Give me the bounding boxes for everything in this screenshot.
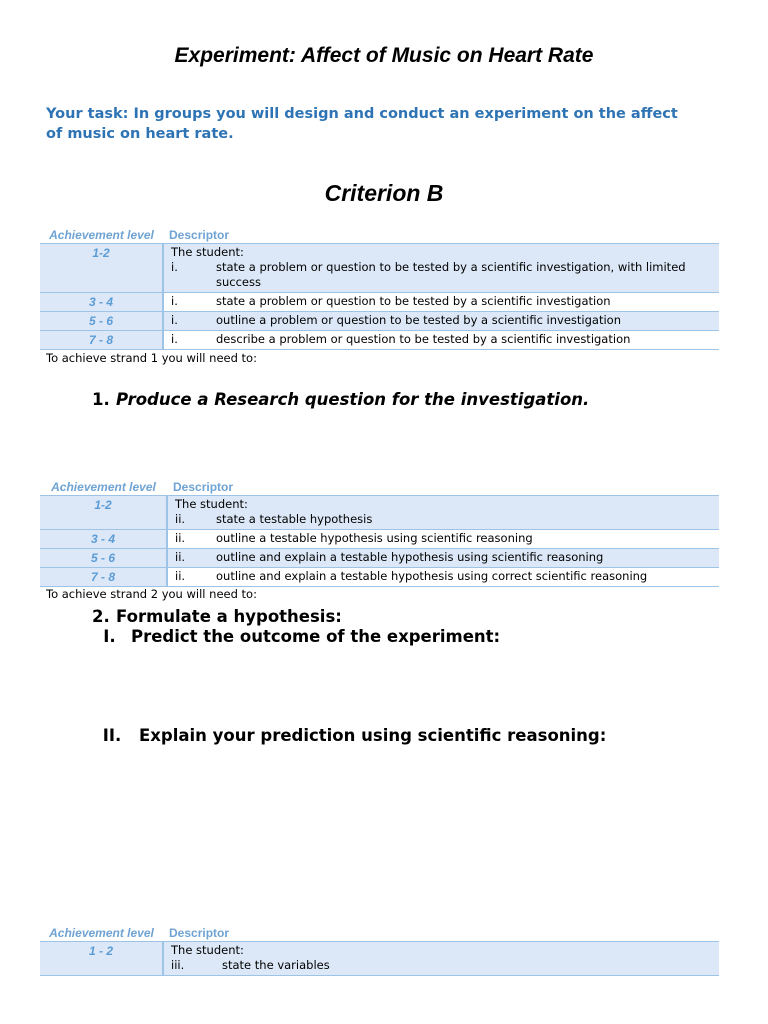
descriptor-header: Descriptor bbox=[163, 926, 719, 942]
item-number: i. bbox=[171, 313, 178, 327]
level-header: Achievement level bbox=[40, 228, 163, 244]
rubric-table-strand-3 bbox=[40, 926, 719, 976]
table-row bbox=[40, 549, 719, 568]
sub-text: Predict the outcome of the experiment: bbox=[131, 627, 501, 646]
level-cell: 1 - 2 bbox=[40, 942, 163, 976]
level-cell: 1-2 bbox=[40, 496, 167, 530]
descriptor-cell bbox=[163, 312, 719, 331]
item-number: ii. bbox=[175, 531, 186, 545]
level-cell: 5 - 6 bbox=[40, 549, 167, 568]
table-row bbox=[40, 942, 719, 976]
rubric-table-strand-2 bbox=[40, 480, 719, 587]
item-text: outline and explain a testable hypothesis using scientific reasoning bbox=[216, 550, 604, 564]
level-cell: 7 - 8 bbox=[40, 568, 167, 587]
descriptor-cell bbox=[163, 331, 719, 350]
item-number: ii. bbox=[175, 512, 186, 526]
item-number: i. bbox=[171, 332, 178, 346]
question-2-part-2 bbox=[85, 726, 606, 745]
level-cell: 7 - 8 bbox=[40, 331, 163, 350]
descriptor-cell bbox=[163, 942, 719, 976]
level-header: Achievement level bbox=[40, 480, 167, 496]
question-text: Produce a Research question for the investigation. bbox=[116, 390, 590, 409]
item-number: ii. bbox=[175, 550, 186, 564]
sub-text: Explain your prediction using scientific reasoning: bbox=[139, 726, 607, 745]
item-text: state a testable hypothesis bbox=[216, 512, 373, 526]
question-text: Formulate a hypothesis: bbox=[116, 607, 342, 626]
level-cell: 3 - 4 bbox=[40, 293, 163, 312]
table-row bbox=[40, 312, 719, 331]
table-row bbox=[40, 568, 719, 587]
descriptor-cell bbox=[163, 244, 719, 293]
item-text: outline a problem or question to be tested by a scientific investigation bbox=[216, 313, 621, 327]
item-text: outline and explain a testable hypothesis using correct scientific reasoning bbox=[216, 569, 648, 583]
question-2 bbox=[92, 607, 342, 626]
level-cell: 3 - 4 bbox=[40, 530, 167, 549]
descriptor-intro: The student: bbox=[171, 245, 244, 259]
question-number: 2. bbox=[92, 607, 110, 626]
level-cell: 1-2 bbox=[40, 244, 163, 293]
descriptor-intro: The student: bbox=[175, 497, 248, 511]
strand-note: To achieve strand 2 you will need to: bbox=[46, 587, 257, 601]
item-number: ii. bbox=[175, 569, 186, 583]
rubric-table-strand-1 bbox=[40, 228, 719, 350]
item-number: i. bbox=[171, 260, 178, 274]
level-header: Achievement level bbox=[40, 926, 163, 942]
item-text: state a problem or question to be tested by a scientific investigation, with limited success bbox=[216, 260, 686, 289]
descriptor-cell bbox=[167, 549, 719, 568]
table-row bbox=[40, 293, 719, 312]
table-row bbox=[40, 530, 719, 549]
question-number: 1. bbox=[92, 390, 110, 409]
table-row bbox=[40, 331, 719, 350]
descriptor-header: Descriptor bbox=[163, 228, 719, 244]
question-1 bbox=[92, 390, 589, 409]
level-cell: 5 - 6 bbox=[40, 312, 163, 331]
sub-number: I. bbox=[103, 627, 116, 646]
sub-number: II. bbox=[102, 726, 122, 745]
item-text: describe a problem or question to be tested by a scientific investigation bbox=[216, 332, 631, 346]
descriptor-header: Descriptor bbox=[167, 480, 719, 496]
descriptor-cell bbox=[167, 496, 719, 530]
descriptor-cell bbox=[167, 568, 719, 587]
strand-note: To achieve strand 1 you will need to: bbox=[46, 351, 257, 365]
criterion-heading: Criterion B bbox=[324, 180, 444, 206]
question-2-part-1 bbox=[88, 627, 500, 646]
task-statement: Your task: In groups you will design and conduct an experiment on the affect of music on heart rate. bbox=[46, 106, 678, 142]
descriptor-cell bbox=[163, 293, 719, 312]
item-number: iii. bbox=[171, 958, 185, 972]
item-text: outline a testable hypothesis using scientific reasoning bbox=[216, 531, 533, 545]
page-title: Experiment: Affect of Music on Heart Rate bbox=[174, 44, 594, 67]
table-row bbox=[40, 496, 719, 530]
table-row bbox=[40, 244, 719, 293]
descriptor-intro: The student: bbox=[171, 943, 244, 957]
item-text: state the variables bbox=[222, 958, 330, 972]
item-text: state a problem or question to be tested by a scientific investigation bbox=[216, 294, 611, 308]
item-number: i. bbox=[171, 294, 178, 308]
descriptor-cell bbox=[167, 530, 719, 549]
